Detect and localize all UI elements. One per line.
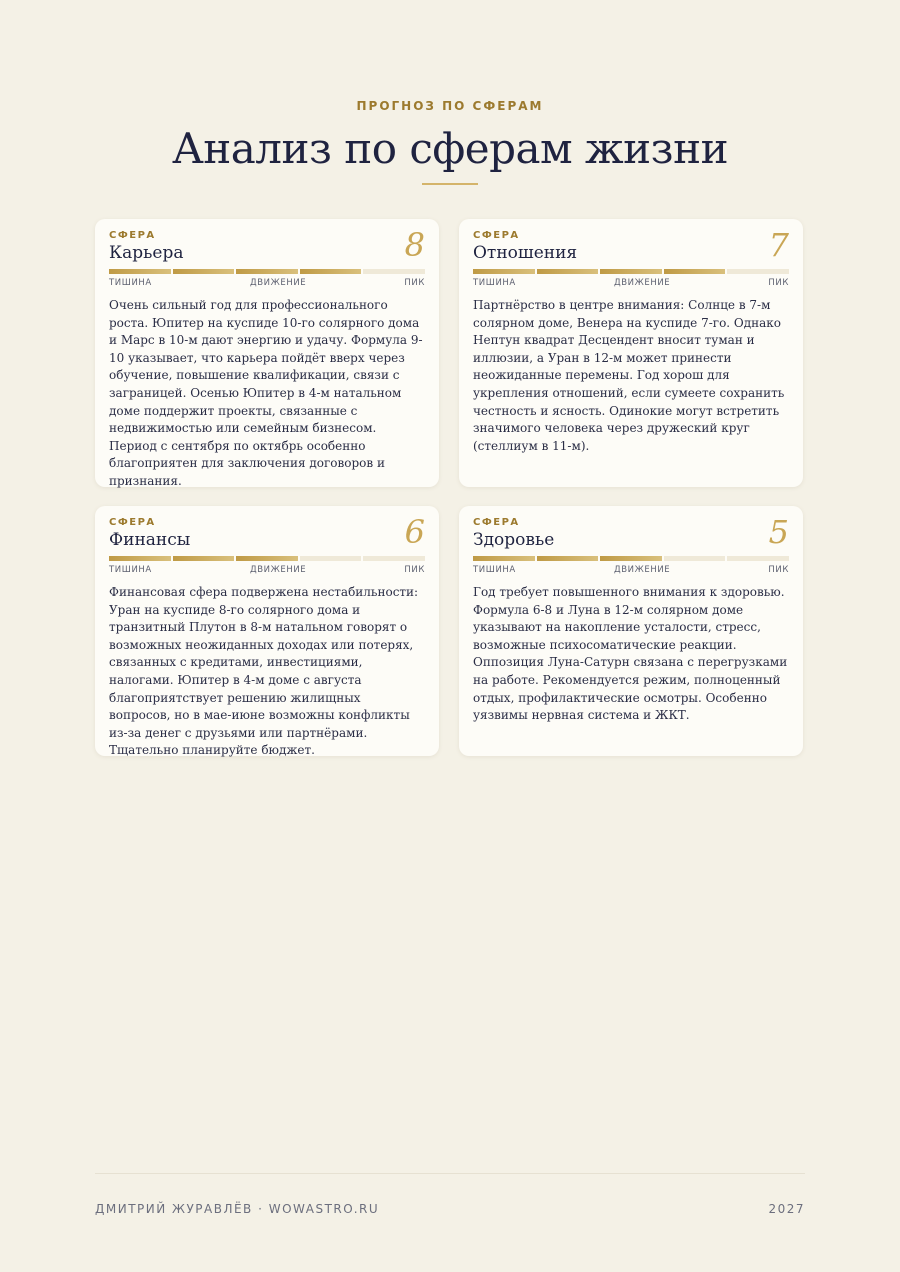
level-segment (727, 556, 789, 561)
scale-label-high: ПИК (404, 278, 425, 288)
scale-label-high: ПИК (768, 278, 789, 288)
level-scale (473, 565, 789, 575)
level-segment (173, 269, 235, 274)
level-bar (109, 556, 425, 561)
scale-label-mid: ДВИЖЕНИЕ (249, 278, 307, 288)
card-score: 5 (768, 513, 789, 551)
level-segment (236, 556, 298, 561)
scale-label-mid: ДВИЖЕНИЕ (613, 278, 671, 288)
level-segment (109, 556, 171, 561)
level-scale (109, 565, 425, 575)
level-segment (109, 269, 171, 274)
scale-label-low: ТИШИНА (473, 565, 516, 575)
card-title: Здоровье (473, 530, 555, 550)
level-scale (473, 278, 789, 288)
title-divider (422, 183, 478, 185)
scale-label-high: ПИК (768, 565, 789, 575)
level-segment (363, 556, 425, 561)
footer-year: 2027 (768, 1202, 805, 1216)
scale-label-low: ТИШИНА (473, 278, 516, 288)
footer-divider (95, 1173, 805, 1174)
card-title: Финансы (109, 530, 191, 550)
level-segment (664, 269, 726, 274)
card-score: 8 (404, 226, 425, 264)
level-segment (300, 556, 362, 561)
card-text: Год требует повышенного внимания к здоровью. Формула 6-8 и Луна в 12-м солярном доме указывают на накопление усталости, стресс, возможные психосоматические реакции. Оппозиция Луна-Сатурн связана с перегрузками на работе. Рекомендуется режим, полноценный отдых, профилактические осмотры. Особенно уязвимы нервная система и ЖКТ. (473, 585, 788, 723)
scale-label-high: ПИК (404, 565, 425, 575)
card-title: Карьера (109, 243, 184, 263)
level-segment (727, 269, 789, 274)
card-text: Финансовая сфера подвержена нестабильности: Уран на куспиде 8-го солярного дома и транзитный Плутон в 8-м натальном говорят о возможных неожиданных доходах или потерях, связанных с кредитами, инвестициями, налогами. Юпитер в 4-м доме с августа благоприятствует решению жилищных вопросов, но в мае-июне возможны конфликты из-за денег с друзьями или партнёрами. Тщательно планируйте бюджет. (109, 585, 419, 758)
scale-label-low: ТИШИНА (109, 278, 152, 288)
section-eyebrow: ПРОГНОЗ ПО СФЕРАМ (356, 99, 544, 113)
card-score: 6 (404, 513, 425, 551)
level-segment (664, 556, 726, 561)
level-segment (600, 556, 662, 561)
level-bar (109, 269, 425, 274)
card-text: Партнёрство в центре внимания: Солнце в 7-м солярном доме, Венера на куспиде 7-го. Однако Нептун квадрат Десцендент вносит туман и иллюзии, а Уран в 12-м может принести неожиданные перемены. Год хорош для укрепления отношений, если сумеете сохранить честность и ясность. Одинокие могут встретить значимого человека через дружеский круг (стеллиум в 11-м). (473, 298, 785, 453)
level-segment (363, 269, 425, 274)
level-segment (537, 556, 599, 561)
level-segment (300, 269, 362, 274)
level-segment (236, 269, 298, 274)
level-segment (173, 556, 235, 561)
page-title: Анализ по сферам жизни (171, 124, 729, 173)
card-eyebrow: СФЕРА (109, 517, 156, 528)
level-segment (473, 269, 535, 274)
level-segment (600, 269, 662, 274)
card-relationships (459, 219, 803, 487)
card-finances (95, 506, 439, 756)
card-eyebrow: СФЕРА (473, 230, 520, 241)
level-bar (473, 269, 789, 274)
card-career (95, 219, 439, 487)
scale-label-low: ТИШИНА (109, 565, 152, 575)
scale-label-mid: ДВИЖЕНИЕ (249, 565, 307, 575)
card-text: Очень сильный год для профессионального роста. Юпитер на куспиде 10-го солярного дома и Марс в 10-м дают энергию и удачу. Формула 9-10 указывает, что карьера пойдёт вверх через обучение, повышение квалификации, связи с заграницей. Осенью Юпитер в 4-м натальном доме поддержит проекты, связанные с недвижимостью или семейным бизнесом. Период с сентября по октябрь особенно благоприятен для заключения договоров и признания. (109, 298, 423, 488)
level-segment (473, 556, 535, 561)
card-title: Отношения (473, 243, 578, 263)
level-scale (109, 278, 425, 288)
level-bar (473, 556, 789, 561)
card-eyebrow: СФЕРА (473, 517, 520, 528)
scale-label-mid: ДВИЖЕНИЕ (613, 565, 671, 575)
footer-author: ДМИТРИЙ ЖУРАВЛЁВ · WOWASTRO.RU (95, 1202, 380, 1216)
card-score: 7 (768, 226, 789, 264)
card-eyebrow: СФЕРА (109, 230, 156, 241)
card-health (459, 506, 803, 756)
level-segment (537, 269, 599, 274)
